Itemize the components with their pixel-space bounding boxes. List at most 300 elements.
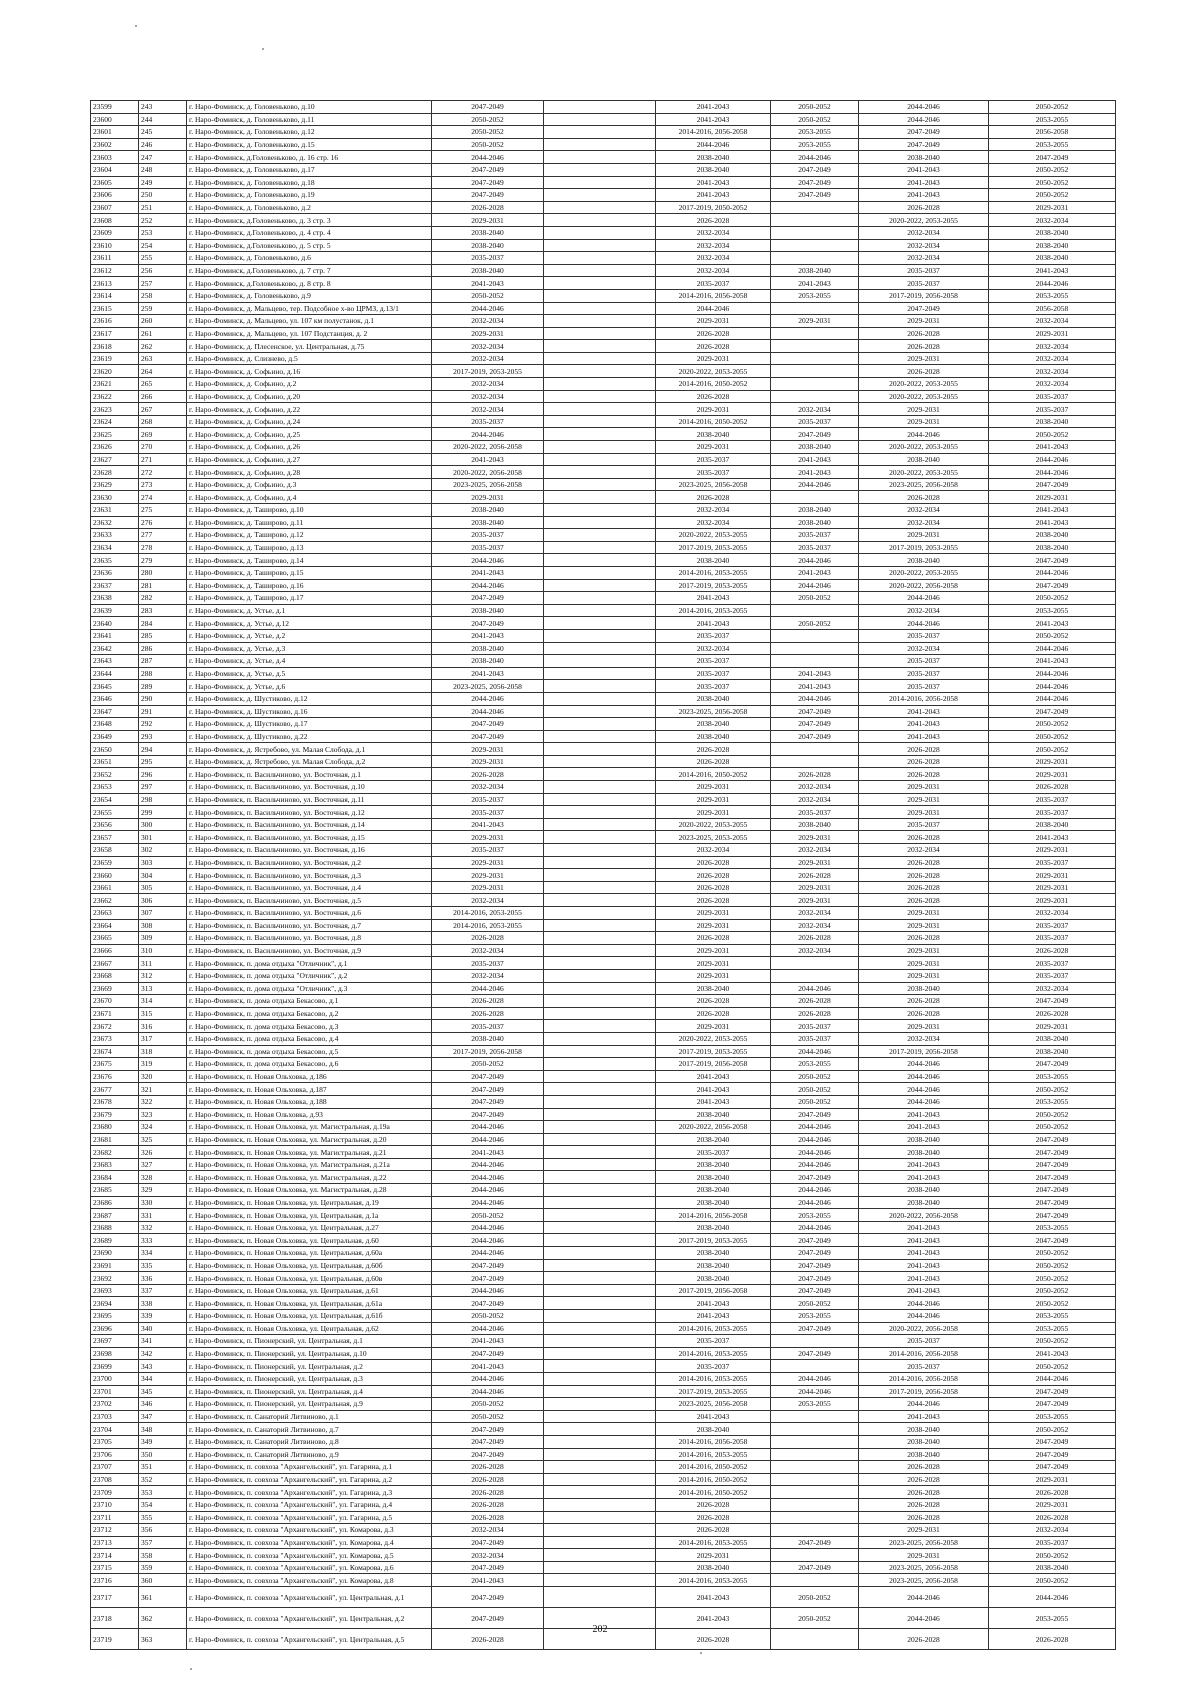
period-col3: 2038-2040 [656,1561,771,1574]
period-col5: 2020-2022, 2056-2058 [859,579,989,592]
period-col1: 2047-2049 [432,1423,544,1436]
table-row [91,831,1116,844]
period-col3: 2035-2037 [656,1335,771,1348]
table-row [91,189,1116,202]
table-row [91,1196,1116,1209]
period-col4 [771,491,859,504]
period-col1: 2047-2049 [432,617,544,630]
period-col4: 2035-2037 [771,1020,859,1033]
period-col6: 2050-2052 [989,1108,1116,1121]
period-col3: 2026-2028 [656,1498,771,1511]
period-col3: 2038-2040 [656,1259,771,1272]
period-col1: 2050-2052 [432,138,544,151]
row-id: 23646 [91,692,139,705]
period-col3: 2029-2031 [656,806,771,819]
row-id: 23703 [91,1410,139,1423]
period-col1: 2032-2034 [432,969,544,982]
period-col3: 2041-2043 [656,1608,771,1629]
address: г. Наро-Фоминск, п. Новая Ольховка, ул. Центральная, д.19 [187,1196,432,1209]
period-col4 [771,1486,859,1499]
row-ordinal: 304 [139,869,187,882]
period-col2 [544,390,656,403]
period-col3: 2041-2043 [656,592,771,605]
period-col2 [544,1398,656,1411]
table-row [91,919,1116,932]
period-col6: 2026-2028 [989,944,1116,957]
period-col2 [544,1108,656,1121]
period-col6: 2029-2031 [989,844,1116,857]
table-row [91,101,1116,114]
period-col6: 2050-2052 [989,1574,1116,1587]
period-col5: 2029-2031 [859,944,989,957]
period-col2 [544,554,656,567]
period-col6: 2035-2037 [989,856,1116,869]
address: г. Наро-Фоминск, д. Устье, д.3 [187,642,432,655]
table-row [91,176,1116,189]
period-col5: 2032-2034 [859,504,989,517]
period-col3: 2032-2034 [656,504,771,517]
period-col6: 2041-2043 [989,655,1116,668]
period-col2 [544,755,656,768]
period-col4: 2047-2049 [771,1259,859,1272]
period-col2 [544,856,656,869]
address: г. Наро-Фоминск, д.Головеньково, д. 7 стр. 7 [187,264,432,277]
address: г. Наро-Фоминск, д. Ястребово, ул. Малая Слобода, д.1 [187,743,432,756]
period-col6: 2047-2049 [989,478,1116,491]
row-ordinal: 290 [139,692,187,705]
period-col4: 2050-2052 [771,1587,859,1608]
address: г. Наро-Фоминск, д. Софьино, д.2 [187,378,432,391]
period-col6: 2047-2049 [989,579,1116,592]
address: г. Наро-Фоминск, д. Устье, д.4 [187,655,432,668]
period-col5: 2041-2043 [859,1108,989,1121]
row-ordinal: 349 [139,1435,187,1448]
schedule-table-sheet [90,100,1115,1650]
period-col3: 2017-2019, 2053-2055 [656,541,771,554]
period-col1: 2050-2052 [432,1410,544,1423]
period-col2 [544,1385,656,1398]
period-col5: 2026-2028 [859,932,989,945]
period-col1: 2047-2049 [432,1259,544,1272]
table-row [91,1247,1116,1260]
period-col4: 2044-2046 [771,1372,859,1385]
period-col2 [544,1058,656,1071]
period-col3: 2026-2028 [656,327,771,340]
period-col1: 2020-2022, 2056-2058 [432,441,544,454]
row-ordinal: 335 [139,1259,187,1272]
period-col3: 2017-2019, 2053-2055 [656,579,771,592]
period-col1: 2026-2028 [432,768,544,781]
period-col1: 2026-2028 [432,1007,544,1020]
period-col2 [544,113,656,126]
period-col3: 2023-2025, 2053-2055 [656,831,771,844]
period-col3: 2038-2040 [656,1158,771,1171]
period-col1: 2047-2049 [432,189,544,202]
period-col4 [771,755,859,768]
table-row [91,881,1116,894]
table-row [91,1410,1116,1423]
period-col6: 2050-2052 [989,189,1116,202]
period-col6: 2026-2028 [989,1486,1116,1499]
period-col1: 2032-2034 [432,944,544,957]
period-col3: 2026-2028 [656,214,771,227]
period-col4: 2029-2031 [771,894,859,907]
period-col4: 2044-2046 [771,1221,859,1234]
table-row [91,793,1116,806]
row-ordinal: 302 [139,844,187,857]
row-id: 23648 [91,718,139,731]
address: г. Наро-Фоминск, п. совхоза "Архангельский", ул. Комарова, д.6 [187,1561,432,1574]
period-col4 [771,214,859,227]
row-id: 23713 [91,1536,139,1549]
period-col4: 2032-2034 [771,907,859,920]
address: г. Наро-Фоминск, п. Новая Ольховка, ул. Магистральная, д.19а [187,1121,432,1134]
period-col5: 2041-2043 [859,730,989,743]
row-id: 23672 [91,1020,139,1033]
row-ordinal: 258 [139,289,187,302]
period-col2 [544,289,656,302]
row-id: 23619 [91,352,139,365]
row-ordinal: 317 [139,1032,187,1045]
period-col4: 2041-2043 [771,277,859,290]
period-col6: 2038-2040 [989,818,1116,831]
period-col6: 2035-2037 [989,932,1116,945]
period-col2 [544,189,656,202]
row-id: 23607 [91,201,139,214]
schedule-table [90,100,1116,1650]
period-col5: 2026-2028 [859,1461,989,1474]
period-col5: 2023-2025, 2056-2058 [859,1536,989,1549]
table-row [91,1561,1116,1574]
table-row [91,982,1116,995]
row-id: 23678 [91,1095,139,1108]
period-col2 [544,743,656,756]
period-col3: 2035-2037 [656,466,771,479]
row-ordinal: 340 [139,1322,187,1335]
row-ordinal: 276 [139,516,187,529]
period-col3: 2026-2028 [656,1629,771,1650]
period-col6: 2032-2034 [989,907,1116,920]
period-col3: 2041-2043 [656,189,771,202]
period-col6: 2029-2031 [989,1473,1116,1486]
period-col5: 2038-2040 [859,1448,989,1461]
period-col2 [544,176,656,189]
period-col6: 2029-2031 [989,768,1116,781]
row-id: 23621 [91,378,139,391]
row-ordinal: 254 [139,239,187,252]
period-col4: 2053-2055 [771,1058,859,1071]
period-col6: 2044-2046 [989,566,1116,579]
period-col5: 2035-2037 [859,264,989,277]
period-col4: 2047-2049 [771,1108,859,1121]
period-col4 [771,1423,859,1436]
period-col5: 2032-2034 [859,642,989,655]
address: г. Наро-Фоминск, д. Таширово, д.11 [187,516,432,529]
period-col3: 2041-2043 [656,101,771,114]
period-col1: 2044-2046 [432,1372,544,1385]
row-ordinal: 345 [139,1385,187,1398]
address: г. Наро-Фоминск, п. Санаторий Литвиново, д.9 [187,1448,432,1461]
address: г. Наро-Фоминск, д. Софьино, д.28 [187,466,432,479]
period-col6: 2053-2055 [989,1221,1116,1234]
period-col6: 2050-2052 [989,1121,1116,1134]
address: г. Наро-Фоминск, д. Мальцево, тер. Подсобное х-во ЦРМЗ, д.13/1 [187,302,432,315]
period-col6: 2044-2046 [989,642,1116,655]
address: г. Наро-Фоминск, п. дома отдыха Бекасово, д.6 [187,1058,432,1071]
period-col5: 2041-2043 [859,163,989,176]
period-col2 [544,1184,656,1197]
table-row [91,403,1116,416]
period-col1: 2026-2028 [432,1486,544,1499]
row-id: 23670 [91,995,139,1008]
address: г. Наро-Фоминск, п. Новая Ольховка, ул. Центральная, д.27 [187,1221,432,1234]
period-col4: 2050-2052 [771,617,859,630]
period-col4: 2044-2046 [771,1385,859,1398]
period-col4 [771,1574,859,1587]
period-col2 [544,730,656,743]
row-ordinal: 252 [139,214,187,227]
period-col5: 2032-2034 [859,516,989,529]
period-col1: 2050-2052 [432,1310,544,1323]
period-col6: 2053-2055 [989,1070,1116,1083]
period-col5: 2026-2028 [859,1486,989,1499]
period-col2 [544,151,656,164]
period-col2 [544,680,656,693]
period-col4: 2038-2040 [771,818,859,831]
period-col2 [544,667,656,680]
period-col6: 2047-2049 [989,1158,1116,1171]
period-col5: 2041-2043 [859,1410,989,1423]
period-col6: 2032-2034 [989,340,1116,353]
period-col2 [544,692,656,705]
period-col4: 2053-2055 [771,126,859,139]
row-id: 23620 [91,365,139,378]
row-id: 23675 [91,1058,139,1071]
address: г. Наро-Фоминск, п. Санаторий Литвиново, д.8 [187,1435,432,1448]
period-col6: 2053-2055 [989,138,1116,151]
period-col5: 2026-2028 [859,340,989,353]
table-row [91,1322,1116,1335]
period-col2 [544,403,656,416]
period-col3: 2014-2016, 2056-2058 [656,126,771,139]
address: г. Наро-Фоминск, п. дома отдыха Бекасово, д.5 [187,1045,432,1058]
row-id: 23719 [91,1629,139,1650]
period-col2 [544,566,656,579]
period-col1: 2047-2049 [432,718,544,731]
address: г. Наро-Фоминск, д. Устье, д.6 [187,680,432,693]
row-id: 23655 [91,806,139,819]
row-id: 23695 [91,1310,139,1323]
period-col2 [544,214,656,227]
period-col2 [544,541,656,554]
period-col3: 2032-2034 [656,226,771,239]
period-col4 [771,1410,859,1423]
period-col4 [771,743,859,756]
row-id: 23617 [91,327,139,340]
period-col3: 2038-2040 [656,718,771,731]
period-col6: 2047-2049 [989,705,1116,718]
period-col5: 2029-2031 [859,969,989,982]
period-col2 [544,919,656,932]
period-col6: 2038-2040 [989,541,1116,554]
address: г. Наро-Фоминск, д. Головеньково, д.18 [187,176,432,189]
period-col5: 2029-2031 [859,1020,989,1033]
period-col5: 2044-2046 [859,1070,989,1083]
row-ordinal: 344 [139,1372,187,1385]
period-col6: 2050-2052 [989,743,1116,756]
table-row [91,529,1116,542]
period-col6: 2032-2034 [989,352,1116,365]
row-id: 23704 [91,1423,139,1436]
period-col6: 2038-2040 [989,1561,1116,1574]
period-col1: 2035-2037 [432,541,544,554]
period-col1: 2041-2043 [432,453,544,466]
period-col6: 2050-2052 [989,1083,1116,1096]
period-col3: 2020-2022, 2053-2055 [656,365,771,378]
period-col5: 2029-2031 [859,806,989,819]
period-col4: 2047-2049 [771,1284,859,1297]
table-row [91,1121,1116,1134]
address: г. Наро-Фоминск, п. Новая Ольховка, ул. Центральная, д.61а [187,1297,432,1310]
period-col6: 2026-2028 [989,1629,1116,1650]
period-col1: 2026-2028 [432,1461,544,1474]
row-ordinal: 358 [139,1549,187,1562]
row-ordinal: 265 [139,378,187,391]
period-col2 [544,844,656,857]
address: г. Наро-Фоминск, п. Васильчиново, ул. Восточная, д.2 [187,856,432,869]
period-col2 [544,642,656,655]
row-ordinal: 314 [139,995,187,1008]
address: г. Наро-Фоминск, п. совхоза "Архангельский", ул. Гагарина, д.3 [187,1486,432,1499]
table-row [91,718,1116,731]
row-id: 23618 [91,340,139,353]
row-ordinal: 338 [139,1297,187,1310]
address: г. Наро-Фоминск, п. Новая Ольховка, ул. Центральная, д.62 [187,1322,432,1335]
address: г. Наро-Фоминск, д. Софьино, д.22 [187,403,432,416]
address: г. Наро-Фоминск, д. Головеньково, д.2 [187,201,432,214]
row-id: 23653 [91,781,139,794]
row-id: 23599 [91,101,139,114]
row-id: 23652 [91,768,139,781]
period-col6: 2038-2040 [989,529,1116,542]
period-col5: 2017-2019, 2056-2058 [859,289,989,302]
period-col4: 2026-2028 [771,995,859,1008]
address: г. Наро-Фоминск, п. совхоза "Архангельский", ул. Гагарина, д.2 [187,1473,432,1486]
period-col3: 2014-2016, 2053-2055 [656,566,771,579]
address: г. Наро-Фоминск, д. Софьино, д.24 [187,415,432,428]
table-row [91,907,1116,920]
table-row [91,1095,1116,1108]
table-row [91,592,1116,605]
table-row [91,1221,1116,1234]
period-col1: 2029-2031 [432,327,544,340]
period-col4 [771,226,859,239]
period-col5: 2029-2031 [859,529,989,542]
address: г. Наро-Фоминск, п. Новая Ольховка, д.188 [187,1095,432,1108]
period-col2 [544,995,656,1008]
period-col2 [544,126,656,139]
period-col3: 2038-2040 [656,1221,771,1234]
period-col1: 2050-2052 [432,113,544,126]
period-col4: 2050-2052 [771,1297,859,1310]
row-id: 23688 [91,1221,139,1234]
period-col3: 2035-2037 [656,680,771,693]
period-col6: 2050-2052 [989,1360,1116,1373]
address: г. Наро-Фоминск, д. Софьино, д.26 [187,441,432,454]
period-col3: 2038-2040 [656,1184,771,1197]
row-id: 23616 [91,315,139,328]
table-row [91,252,1116,265]
period-col2 [544,1171,656,1184]
period-col2 [544,604,656,617]
period-col6: 2035-2037 [989,390,1116,403]
period-col1: 2032-2034 [432,403,544,416]
period-col2 [544,818,656,831]
period-col3: 2026-2028 [656,491,771,504]
period-col2 [544,1498,656,1511]
period-col3: 2038-2040 [656,730,771,743]
period-col4: 2044-2046 [771,1133,859,1146]
table-row [91,327,1116,340]
period-col5: 2038-2040 [859,1184,989,1197]
period-col4 [771,378,859,391]
period-col4: 2044-2046 [771,151,859,164]
period-col3: 2014-2016, 2053-2055 [656,1448,771,1461]
row-id: 23601 [91,126,139,139]
period-col6: 2047-2049 [989,1184,1116,1197]
period-col1: 2041-2043 [432,566,544,579]
period-col3: 2014-2016, 2050-2052 [656,1486,771,1499]
row-id: 23673 [91,1032,139,1045]
period-col6: 2038-2040 [989,239,1116,252]
period-col4 [771,252,859,265]
period-col5: 2047-2049 [859,138,989,151]
period-col4 [771,1448,859,1461]
row-ordinal: 297 [139,781,187,794]
period-col4: 2053-2055 [771,1310,859,1323]
row-id: 23631 [91,504,139,517]
period-col1: 2044-2046 [432,1221,544,1234]
table-row [91,315,1116,328]
row-id: 23628 [91,466,139,479]
period-col5: 2038-2040 [859,1423,989,1436]
table-row [91,214,1116,227]
period-col3: 2044-2046 [656,302,771,315]
table-row [91,1058,1116,1071]
period-col2 [544,969,656,982]
table-row [91,541,1116,554]
period-col1: 2026-2028 [432,1511,544,1524]
period-col2 [544,1360,656,1373]
period-col4 [771,957,859,970]
row-ordinal: 361 [139,1587,187,1608]
row-ordinal: 266 [139,390,187,403]
period-col1: 2038-2040 [432,655,544,668]
table-row [91,453,1116,466]
period-col1: 2029-2031 [432,214,544,227]
period-col2 [544,264,656,277]
row-ordinal: 351 [139,1461,187,1474]
period-col5: 2041-2043 [859,1272,989,1285]
row-id: 23666 [91,944,139,957]
table-row [91,1549,1116,1562]
address: г. Наро-Фоминск, п. дома отдыха Бекасово, д.3 [187,1020,432,1033]
period-col5: 2020-2022, 2053-2055 [859,566,989,579]
table-row [91,1158,1116,1171]
row-ordinal: 362 [139,1608,187,1629]
period-col2 [544,768,656,781]
period-col3: 2041-2043 [656,617,771,630]
